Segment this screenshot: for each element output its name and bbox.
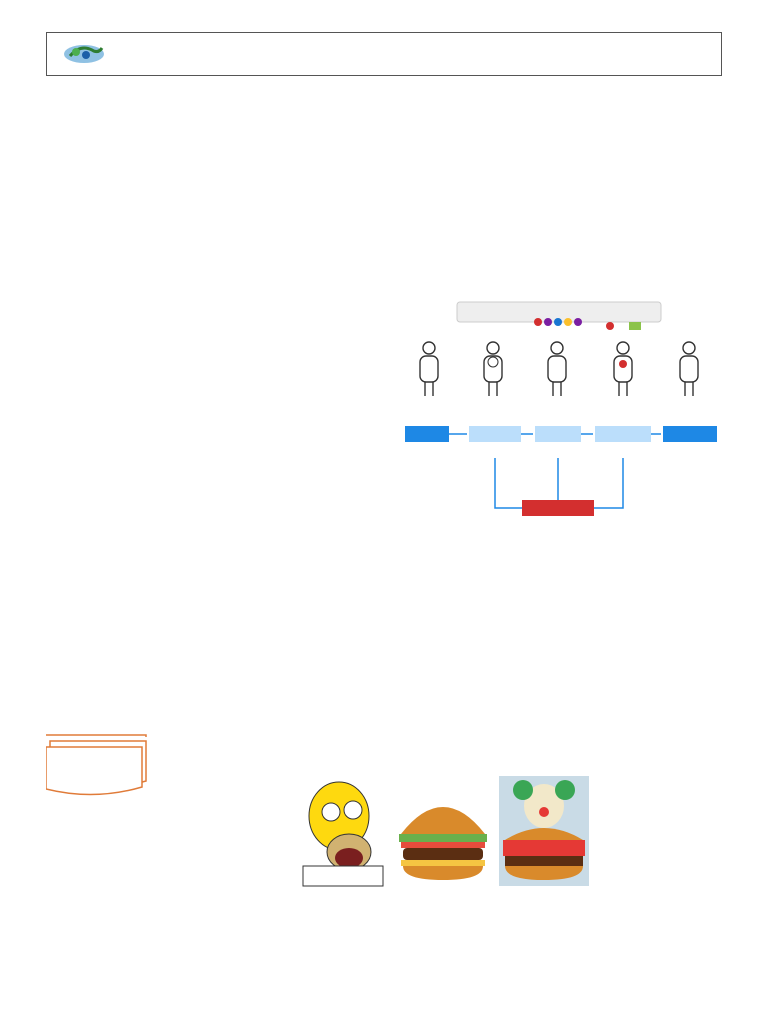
needs-diagram — [405, 298, 717, 530]
krusty-burger-image — [499, 776, 589, 886]
deseos-paragraph — [357, 548, 727, 564]
logo-icon — [62, 42, 106, 66]
pages-icon — [46, 733, 156, 799]
maslow-pyramid — [48, 458, 348, 694]
demanda-paragraph — [357, 646, 727, 662]
question-3 — [58, 910, 76, 922]
person-figures — [420, 342, 698, 396]
evidence-images — [293, 776, 593, 888]
logo — [62, 42, 192, 66]
asignatura — [218, 55, 225, 69]
burger-image — [399, 807, 487, 880]
homer-image — [303, 782, 383, 886]
